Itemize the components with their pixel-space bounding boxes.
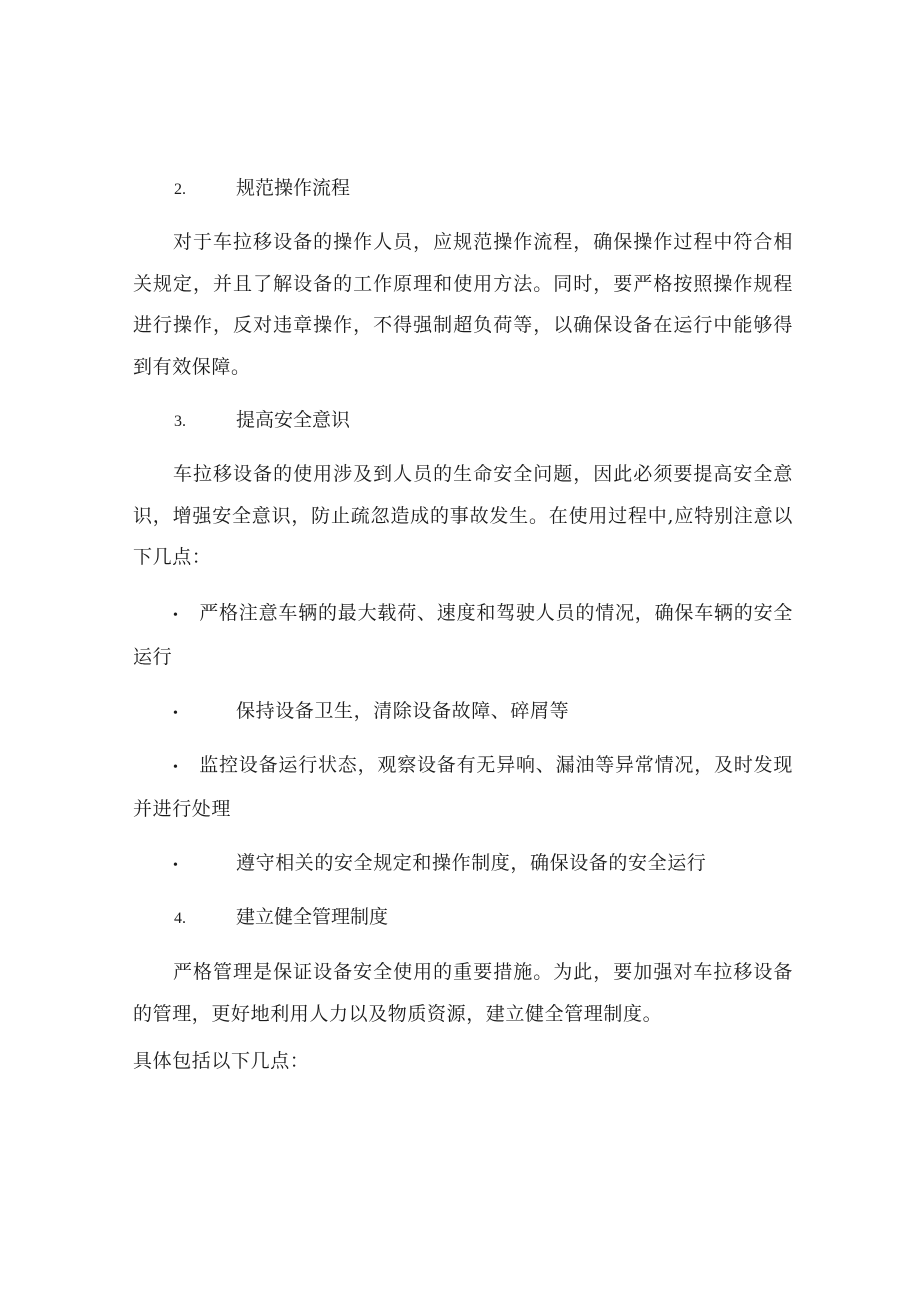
section-paragraph-3: 车拉移设备的使用涉及到人员的生命安全问题，因此必须要提高安全意识，增强安全意识，防止疏忽造成的事故发生。在使用过程中,应特别注意以下几点： — [133, 463, 793, 568]
list-item-text: 遵守相关的安全规定和操作制度，确保设备的安全运行 — [236, 852, 707, 874]
list-item-text: 保持设备卫生，清除设备故障、碎屑等 — [236, 700, 570, 722]
list-item — [133, 745, 793, 830]
list-item-text: 严格注意车辆的最大载荷、速度和驾驶人员的情况，确保车辆的安全运行 — [133, 602, 793, 668]
section-heading-2 — [174, 176, 350, 202]
section-number: 2. — [174, 181, 186, 198]
list-item — [133, 593, 793, 678]
bullet-icon: • — [173, 760, 179, 775]
list-item — [173, 851, 706, 878]
section-heading-3 — [174, 408, 350, 434]
section-paragraph-2: 对于车拉移设备的操作人员，应规范操作流程，确保操作过程中符合相关规定，并且了解设备的工作原理和使用方法。同时，要严格按照操作规程进行操作，反对违章操作，不得强制超负荷等，以确保设备在运行中能够得到有效保障。 — [133, 231, 793, 378]
section-heading-4 — [174, 905, 388, 931]
section-number: 3. — [174, 413, 186, 430]
section-title: 建立健全管理制度 — [236, 906, 389, 928]
section-title: 提高安全意识 — [236, 409, 351, 431]
section-paragraph-4: 严格管理是保证设备安全使用的重要措施。为此，要加强对车拉移设备的管理，更好地利用人力以及物质资源，建立健全管理制度。 — [133, 961, 793, 1025]
bullet-icon: • — [173, 858, 179, 873]
section-number: 4. — [174, 910, 186, 927]
bullet-icon: • — [173, 608, 179, 623]
section-followup: 具体包括以下几点： — [133, 1050, 310, 1072]
list-item-text: 监控设备运行状态，观察设备有无异响、漏油等异常情况，及时发现并进行处理 — [133, 754, 793, 820]
list-item — [173, 699, 569, 726]
bullet-icon: • — [173, 706, 179, 721]
section-title: 规范操作流程 — [236, 177, 351, 199]
